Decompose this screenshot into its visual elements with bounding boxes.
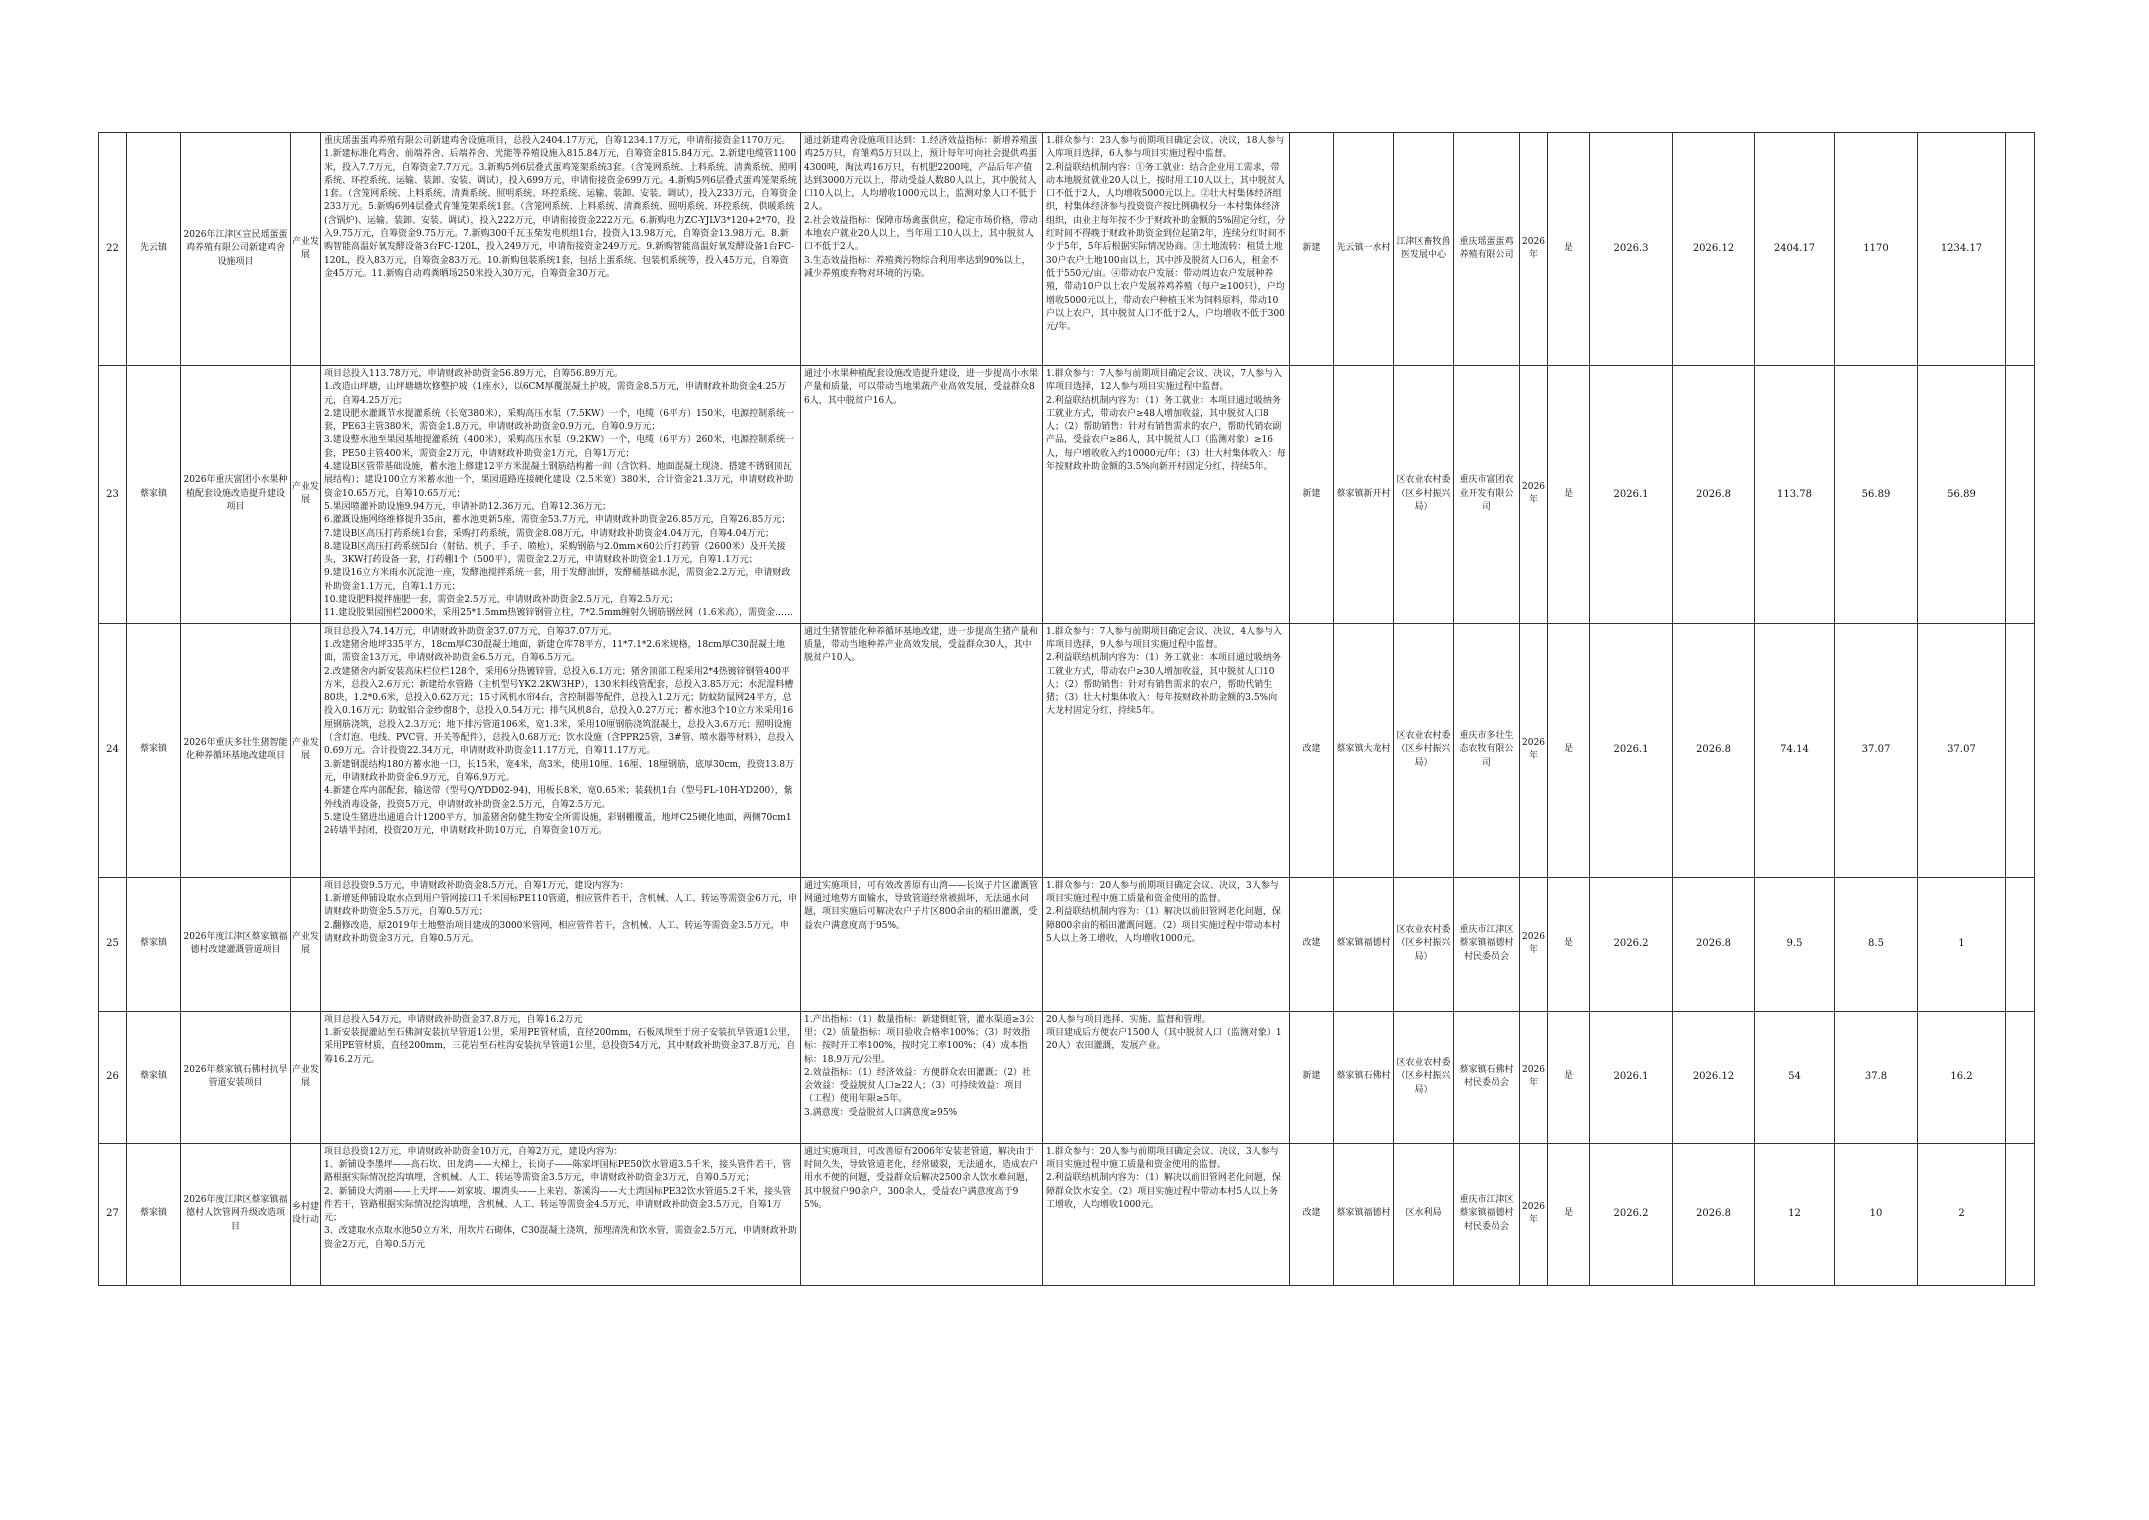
cell-category: 乡村建设行动 (291, 1143, 321, 1285)
cell-self: 2 (1918, 1143, 2006, 1285)
cell-self: 16.2 (1918, 1011, 2006, 1143)
cell-build-type: 新建 (1290, 133, 1334, 366)
table-row (99, 366, 2035, 624)
cell-no: 24 (99, 623, 127, 877)
cell-objective: 通过小水果种植配套设施改造提升建设，进一步提高小水果产量和质量，可以带动当地果蔬产业高效发展，受益群众86人，其中脱贫户16人。 (801, 366, 1043, 624)
table-row (99, 623, 2035, 877)
cell-build-type: 新建 (1290, 366, 1334, 624)
cell-year: 2026年 (1520, 1143, 1548, 1285)
cell-build-type: 改建 (1290, 623, 1334, 877)
cell-mechanism: 1.群众参与：7人参与前期项目确定会议、决议，7人参与入库项目选择，12人参与项目实施过程中监督。 2.利益联结机制内容为：（1）务工就业：本项目通过吸纳务工就业方式，带动农户≥48人增加收益，其中脱贫人口8人；（2）帮助销售：针对有销售需求的农户，帮助代销农副产品，受益农户≥86人，其中脱贫人口（监测对象）≥16人，每户增收收入约10000元/年；（3）壮大村集体收入：每年按财政补助金额的3.5%向新开村固定分红，持续5年。 (1043, 366, 1290, 624)
cell-objective: 通过实施项目，可改善原有2006年安装老管道，解决由于时间久失，导致管道老化，经常破裂，无法通水，造成农户用水不便的问题，受益群众后解决2500余人饮水难问题，其中脱贫户90余户，300余人，受益农户满意度高于95%。 (801, 1143, 1043, 1285)
cell-fiscal: 37.8 (1835, 1011, 1918, 1143)
cell-content: 项目总投资9.5万元，申请财政补助资金8.5万元，自筹1万元，建设内容为： 1.新增延伸铺设取水点到用户管网接口1千米国标PE110管道，相应管件若干，含机械、人工、转运等需资金6万元，申请财政补助资金5.5万元，自筹0.5万元； 2.翻修改造，原2019年土地整治项目建成的3000米管网，相应管件若干，含机械、人工、转运等需资金3.5万元，申请财政补助资金3万元，自筹0.5万元。 (321, 877, 801, 1011)
cell-project-name: 2026年重庆富团小水果种植配套设施改造提升建设项目 (181, 366, 291, 624)
cell-dept: 区水利局 (1394, 1143, 1454, 1285)
cell-build-type: 改建 (1290, 877, 1334, 1011)
cell-project-name: 2026年度江津区蔡家镇福德村人饮管网升级改造项目 (181, 1143, 291, 1285)
cell-objective: 通过新建鸡舍设施项目达到：1.经济效益指标：新增养殖蛋鸡25万只，育雏鸡5万只以上，预计每年可向社会提供鸡蛋4300吨，淘汰鸡16万只，有机肥2200吨，产品后年产值达到3000万元以上，带动受益人数80人以上，其中脱贫人口10人以上，人均增收1000元以上，监测对象人口不低于2人。 2.社会效益指标：保障市场禽蛋供应，稳定市场价格，带动本地农户就业20人以上，当年用工10人以上，其中脱贫人口不低于2人。 3.生态效益指标：养殖粪污物综合利用率达到90%以上，减少养殖废弃物对环境的污染。 (801, 133, 1043, 366)
cell-remark (2006, 623, 2035, 877)
cell-self: 56.89 (1918, 366, 2006, 624)
cell-fiscal: 56.89 (1835, 366, 1918, 624)
cell-content: 项目总投资12万元，申请财政补助资金10万元，自筹2万元，建设内容为： 1、新铺设李墨坪——高石坎、田龙湾——大梯上，长岗子——陈家坪国标PE50饮水管道3.5千米，接头管件若干，管路根据实际情况挖沟填埋，含机械、人工、转运等需资金3.5万元，申请财政补助资金3万元，自筹0.5万元； 2、新铺设大湾丽——上天坪——刘家坡、堰湾头——上来岩、茶溪沟——大土湾国标PE32饮水管道5.2千米，接头管件若干，管路根据实际情况挖沟填埋，含机械、人工、转运等需资金4.5万元，申请财政补助资金3.5万元，自筹1万元； 3、改建取水点取水池50立方米，用坎片石砌体，C30混凝土浇筑，预埋清洗和饮水管，需资金2.5万元，申请财政补助资金2万元，自筹0.5万元 (321, 1143, 801, 1285)
cell-location: 蔡家镇大龙村 (1334, 623, 1394, 877)
cell-content: 项目总投入74.14万元，申请财政补助资金37.07万元，自筹37.07万元。 1.改建猪舍地坪335平方，18cm厚C30混凝土地面，新建仓库78平方，11*7.1*2.6米规格，18cm厚C30混凝土地面，需资金13万元，申请财政补助资金6.5万元，自筹6.5万元。 2.改建猪舍内新安装高床栏位栏128个，采用6分热镀锌管，总投入6.1万元；猪舍顶部工程采用2*4热镀锌钢管400平方米，总投入2.6万元；新建给水管路（主机型号YK2.2KW3HP），130米料线管配套，总投入3.85万元；水泥湿料槽80块，1.2*0.6米，总投入0.62万元；15寸风机水帘4台，含控制器等配件，总投入1.2万元；防蚊防鼠网24平方，总投入0.16万元；防蚊铝合金纱窗8个，总投入0.54万元；排气风机8台，总投入0.27万元；蓄水池3个10立方米采用16厘钢筋浇筑，总投入2.3万元；地下排污管道106米，宽1.3米，采用10厘钢筋浇筑混凝土，总投入3.6万元；照明设施（含灯泡、电线、PVC管、开关等配件），总投入0.68万元；饮水设施（含PPR25管，3#管、喷水器等材料），总投入0.69万元。合计投资22.34万元，申请财政补助资金11.17万元，自筹11.17万元。 3.新建钢混结构180方蓄水池一口，长15米，宽4米，高3米，使用10厘、16厘、18厘钢筋，底厚30cm，投资13.8万元，申请财政补助资金6.9万元，自筹6.9万元。 4.新建仓库内部配套，输送带（型号Q/YDD02-94)，用板长8米，宽0.65米；装载机1台（型号FL-10H-YD200），紫外线消毒设备，投资5万元，申请财政补助资金2.5万元，自筹2.5万元。 5.建设生猪进出通道合计1200平方，加盖猪舍防健生物安全所需设施，彩钢棚覆盖，地坪C25硬化地面，两侧70cm12砖墙半封闭，投资20万元，申请财政补助10万元，自筹资金10万元。 (321, 623, 801, 877)
cell-start: 2026.2 (1590, 1143, 1673, 1285)
cell-mechanism: 1.群众参与：23人参与前期项目确定会议、决议，18人参与入库项目选择，6人参与项目实施过程中监督。 2.利益联结机制内容：①务工就业：结合企业用工需求，带动本地脱贫就业20人以上，按时用工10人以上，其中脱贫人口不低于2人，人均增收5000元以上。②壮大村集体经济组织，村集体经济参与投资资产按比例确权分一本村集体经济组织，由业主每年按不少于财政补助金额的5%固定分红，分红时间不得晚于财政补助资金到位起第2年，连续分红时间不少于5年，5年后根据实际情况协商。③土地流转：租赁土地30户农户土地100亩以上，其中涉及脱贫人口6人，租金不低于550元/亩。④带动农户发展：带动周边农户发展种养殖，带动10户以上农户发展养鸡养殖（每户≥100只），户均增收5000元以上，带动农户种植玉米为饲料原料，带动10户以上农户，其中脱贫人口不低于2人，户均增收不低于300元/年。 (1043, 133, 1290, 366)
cell-category: 产业发展 (291, 1011, 321, 1143)
cell-remark (2006, 133, 2035, 366)
table-row (99, 133, 2035, 366)
cell-dept: 区农业农村委（区乡村振兴局） (1394, 1011, 1454, 1143)
cell-start: 2026.1 (1590, 623, 1673, 877)
cell-category: 产业发展 (291, 623, 321, 877)
cell-self: 1 (1918, 877, 2006, 1011)
cell-year: 2026年 (1520, 366, 1548, 624)
cell-location: 蔡家镇新开村 (1334, 366, 1394, 624)
cell-town: 蔡家镇 (127, 366, 181, 624)
cell-end: 2026.8 (1673, 1143, 1755, 1285)
table-row (99, 1011, 2035, 1143)
cell-no: 22 (99, 133, 127, 366)
cell-mechanism: 1.群众参与：20人参与前期项目确定会议、决议，3人参与项目实施过程中施工质量和资金使用的监督。 2.利益联结机制内容为：（1）解决以前旧管网老化问题，保障群众饮水安全。（2）项目实施过程中带动本村5人以上务工增收，人均增收1000元。 (1043, 1143, 1290, 1285)
cell-remark (2006, 1143, 2035, 1285)
cell-location: 蔡家镇福德村 (1334, 877, 1394, 1011)
cell-total: 113.78 (1755, 366, 1835, 624)
cell-town: 蔡家镇 (127, 1011, 181, 1143)
project-table (98, 132, 2035, 1286)
cell-year: 2026年 (1520, 623, 1548, 877)
cell-mechanism: 20人参与项目选择、实施、监督和管理。 项目建成后方便农户1500人（其中脱贫人口（监测对象）120人）农田灌溉，发展产业。 (1043, 1011, 1290, 1143)
cell-fiscal: 1170 (1835, 133, 1918, 366)
cell-flag: 是 (1548, 1011, 1590, 1143)
cell-remark (2006, 1011, 2035, 1143)
cell-flag: 是 (1548, 366, 1590, 624)
cell-location: 先云镇一水村 (1334, 133, 1394, 366)
cell-no: 26 (99, 1011, 127, 1143)
cell-fiscal: 8.5 (1835, 877, 1918, 1011)
table-row (99, 1143, 2035, 1285)
cell-no: 25 (99, 877, 127, 1011)
cell-dept: 区农业农村委（区乡村振兴局） (1394, 623, 1454, 877)
cell-build-type: 新建 (1290, 1011, 1334, 1143)
cell-end: 2026.8 (1673, 623, 1755, 877)
cell-year: 2026年 (1520, 133, 1548, 366)
cell-category: 产业发展 (291, 133, 321, 366)
cell-owner: 蔡家镇石佛村村民委员会 (1454, 1011, 1520, 1143)
cell-dept: 区农业农村委（区乡村振兴局） (1394, 366, 1454, 624)
cell-objective: 通过实施项目，可有效改善原有山湾——长岚子片区灌溉管网通过地势方面输水，导致管道经常被损坏，无法通水问题，项目实施后可解决农户子片区800余亩的稻田灌溉，受益农户满意度高于95%。 (801, 877, 1043, 1011)
cell-self: 1234.17 (1918, 133, 2006, 366)
cell-flag: 是 (1548, 623, 1590, 877)
project-table-sheet (98, 132, 2034, 1286)
cell-town: 蔡家镇 (127, 1143, 181, 1285)
cell-total: 9.5 (1755, 877, 1835, 1011)
cell-owner: 重庆市江津区蔡家镇福德村村民委员会 (1454, 877, 1520, 1011)
cell-flag: 是 (1548, 1143, 1590, 1285)
cell-project-name: 2026年重庆多壮生猪智能化种养循环基地改建项目 (181, 623, 291, 877)
cell-town: 先云镇 (127, 133, 181, 366)
cell-remark (2006, 366, 2035, 624)
cell-end: 2026.12 (1673, 133, 1755, 366)
cell-content: 项目总投入113.78万元，申请财政补助资金56.89万元，自筹56.89万元。 1.改造山坪塘，山坪塘塘坎修整护坡（1座水），以6CM厚覆混凝土护坡，需资金8.5万元，申请财政补助资金4.25万元，自筹4.25万元； 2.建设肥水灌溉节水提灌系统（长宽380米），采购高压水泵（7.5KW）一个，电缆（6平方）150米，电源控制系统一套，PE63主管380米，需资金1.8万元，申请财政补助资金0.9万元，自筹0.9万元； 3.建设整水池至果园基地提灌系统（400米），采购高压水泵（9.2KW）一个，电缆（6平方）260米，电源控制系统一套，PE50主管400米，需资金2万元，申请财政补助资金1万元，自筹1万元； 4.建设B区管带基础设施，蓄水池上修建12平方米混凝土钢筋结构蓄一间（含饮料、地面混凝土现浇、搭建不锈钢顶瓦展结构）；建设100立方米蓄水池一个，果园道路连接硬化建设（2.5米宽）380米，合计资金21.3万元，申请财政补助资金10.65万元，自筹10.65万元； 5.果园喷灌补助设施9.94万元，申请补助12.36万元，自筹12.36万元； 6.灌溉设施网络维修提升35亩，蓄水池更新5座，需资金53.7万元，申请财政补助资金26.85万元，自筹26.85万元； 7.建设B区高压打药系统1台套，采购打药系统，需资金8.08万元，申请财政补助资金4.04万元，自筹4.04万元； 8.建设B区高压打药系统5l台（射钻、机子、手子、喷枪），采购钢筋与2.0mm×60公斤打药管（2600米）及开关接头，3KW打药设备一套，打药棚1个（500平），需资金2.2万元，申请财政补助资金1.1万元，自筹1.1万元； 9.建设16立方米雨水沉淀池一座，发酵池搅拌系统一套，用于发酵油饼，发酵桶基础水泥，需资金2.2万元，申请财政补助资金1.1万元，自筹1.1万元； 10.建设肥料搅拌施肥一套，需资金2.5万元，申请财政补助资金2.5万元，自筹2.5万元； 11.建设胶果园围栏2000米，采用25*1.5mm热镀锌钢管立柱，7*2.5mm缠射久钢筋钢丝网（1.6米高），需资金…… (321, 366, 801, 624)
cell-dept: 江津区畜牧兽医发展中心 (1394, 133, 1454, 366)
cell-content: 项目总投入54万元，申请财政补助资金37.8万元，自筹16.2万元 1.新安装提灌站至石佛洞安装抗旱管道1公里，采用PE管材质，直径200mm，石板凤坝至于房子安装抗旱管道1公里，采用PE管材质，直径200mm，三花岩至石柱沟安装抗旱管道1公里，总投资54万元，其中财政补助资金37.8万元，自筹16.2万元。 (321, 1011, 801, 1143)
cell-objective: 1.产出指标：（1）数量指标：新建倒虹管，灌水渠道≥3公里；（2）质量指标：项目验收合格率100%；（3）时效指标：按时开工率100%，按时完工率100%；（4）成本指标：18.9万元/公里。 2.效益指标：（1）经济效益：方便群众农田灌溉；（2）社会效益：受益脱贫人口≥22人；（3）可持续效益：项目（工程）使用年限≥5年。 3.满意度：受益脱贫人口满意度≥95% (801, 1011, 1043, 1143)
cell-flag: 是 (1548, 133, 1590, 366)
cell-remark (2006, 877, 2035, 1011)
cell-project-name: 2026年蔡家镇石佛村抗旱管道安装项目 (181, 1011, 291, 1143)
cell-town: 蔡家镇 (127, 877, 181, 1011)
cell-flag: 是 (1548, 877, 1590, 1011)
cell-owner: 重庆瑶蛋蛋鸡养殖有限公司 (1454, 133, 1520, 366)
cell-location: 蔡家镇石佛村 (1334, 1011, 1394, 1143)
cell-build-type: 改建 (1290, 1143, 1334, 1285)
cell-objective: 通过生猪智能化种养循环基地改建，进一步提高生猪产量和质量，带动当地种养产业高效发展，受益群众30人，其中脱贫户10人。 (801, 623, 1043, 877)
cell-total: 12 (1755, 1143, 1835, 1285)
cell-year: 2026年 (1520, 1011, 1548, 1143)
cell-start: 2026.1 (1590, 1011, 1673, 1143)
cell-mechanism: 1.群众参与：7人参与前期项目确定会议、决议，4人参与入库项目选择，9人参与项目实施过程中监督。 2.利益联结机制内容为：（1）务工就业：本项目通过吸纳务工就业方式，带动农户≥30人增加收益，其中脱贫人口10人；（2）帮助销售：针对有销售需求的农户，帮助代销生猪；（3）壮大村集体收入：每年按财政补助金额的3.5%向大龙村固定分红，持续5年。 (1043, 623, 1290, 877)
table-row (99, 877, 2035, 1011)
cell-project-name: 2026年江津区宣民瑶蛋蛋鸡养殖有限公司新建鸡舍设施项目 (181, 133, 291, 366)
cell-owner: 重庆市富团农业开发有限公司 (1454, 366, 1520, 624)
cell-end: 2026.8 (1673, 366, 1755, 624)
cell-fiscal: 37.07 (1835, 623, 1918, 877)
cell-fiscal: 10 (1835, 1143, 1918, 1285)
cell-end: 2026.8 (1673, 877, 1755, 1011)
cell-no: 27 (99, 1143, 127, 1285)
cell-year: 2026年 (1520, 877, 1548, 1011)
cell-owner: 重庆市多壮生态农牧有限公司 (1454, 623, 1520, 877)
cell-location: 蔡家镇福德村 (1334, 1143, 1394, 1285)
cell-end: 2026.12 (1673, 1011, 1755, 1143)
cell-self: 37.07 (1918, 623, 2006, 877)
table-body (99, 133, 2035, 1286)
cell-start: 2026.2 (1590, 877, 1673, 1011)
cell-content: 重庆瑶蛋蛋鸡养殖有限公司新建鸡舍设施项目，总投入2404.17万元，自筹1234.17万元，申请衔接资金1170万元。 1.新建标准化鸡舍、前端养舍、后端养舍、光能等养殖设施入815.84万元，自筹资金815.84万元。2.新建电缆管1100米，投入7.7万元，自筹资金7.7万元。3.新购5列6层叠式蛋鸡笼架系统3套。（含笼网系统、上料系统、清粪系统、照明系统、环控系统、运输、装卸、安装、调试），投入699万元，申请衔接资金699万元。4.新购5列6层叠式蛋鸡笼架系统1套。（含笼网系统、上料系统、清粪系统、照明系统、环控系统、运输、装卸、安装、调试），投入233万元，自筹资金233万元。5.新购6列4层叠式育雏笼架系统1套。（含笼网系统、上料系统、清粪系统、照明系统、环控系统、供暖系统(含锅炉)、运输、装卸、安装、调试），投入222万元，申请衔接资金222万元。6.新购电力ZC-YJLV3*120+2*70，投入9.75万元，自筹资金9.75万元。7.新购300千瓦玉柴发电机组1台，投资入13.98万元，自筹资金13.98万元。8.新购智能高温好氧发酵设备3台FC-120L，投入249万元，申请衔接资金249万元。9.新购智能高温好氧发酵设备1台FC-120L，投入83万元，自筹资金83万元。10.新购包装系统1套，包括上蛋系统、包装机系统等，投入45万元，自筹资金45万元。11.新购自动鸡粪晒场250米投入30万元，自筹资金30万元。 (321, 133, 801, 366)
cell-mechanism: 1.群众参与：20人参与前期项目确定会议、决议，3人参与项目实施过程中施工质量和资金使用的监督。 2.利益联结机制内容为：（1）解决以前旧管网老化问题，保障800余亩的稻田灌溉问题。（2）项目实施过程中带动本村5人以上务工增收，人均增收1000元。 (1043, 877, 1290, 1011)
cell-start: 2026.3 (1590, 133, 1673, 366)
cell-start: 2026.1 (1590, 366, 1673, 624)
cell-total: 74.14 (1755, 623, 1835, 877)
cell-dept: 区农业农村委（区乡村振兴局） (1394, 877, 1454, 1011)
cell-total: 54 (1755, 1011, 1835, 1143)
cell-total: 2404.17 (1755, 133, 1835, 366)
cell-no: 23 (99, 366, 127, 624)
cell-category: 产业发展 (291, 877, 321, 1011)
cell-owner: 重庆市江津区蔡家镇福德村村民委员会 (1454, 1143, 1520, 1285)
cell-project-name: 2026年度江津区蔡家镇福德村改建灌溉管道项目 (181, 877, 291, 1011)
cell-town: 蔡家镇 (127, 623, 181, 877)
cell-category: 产业发展 (291, 366, 321, 624)
